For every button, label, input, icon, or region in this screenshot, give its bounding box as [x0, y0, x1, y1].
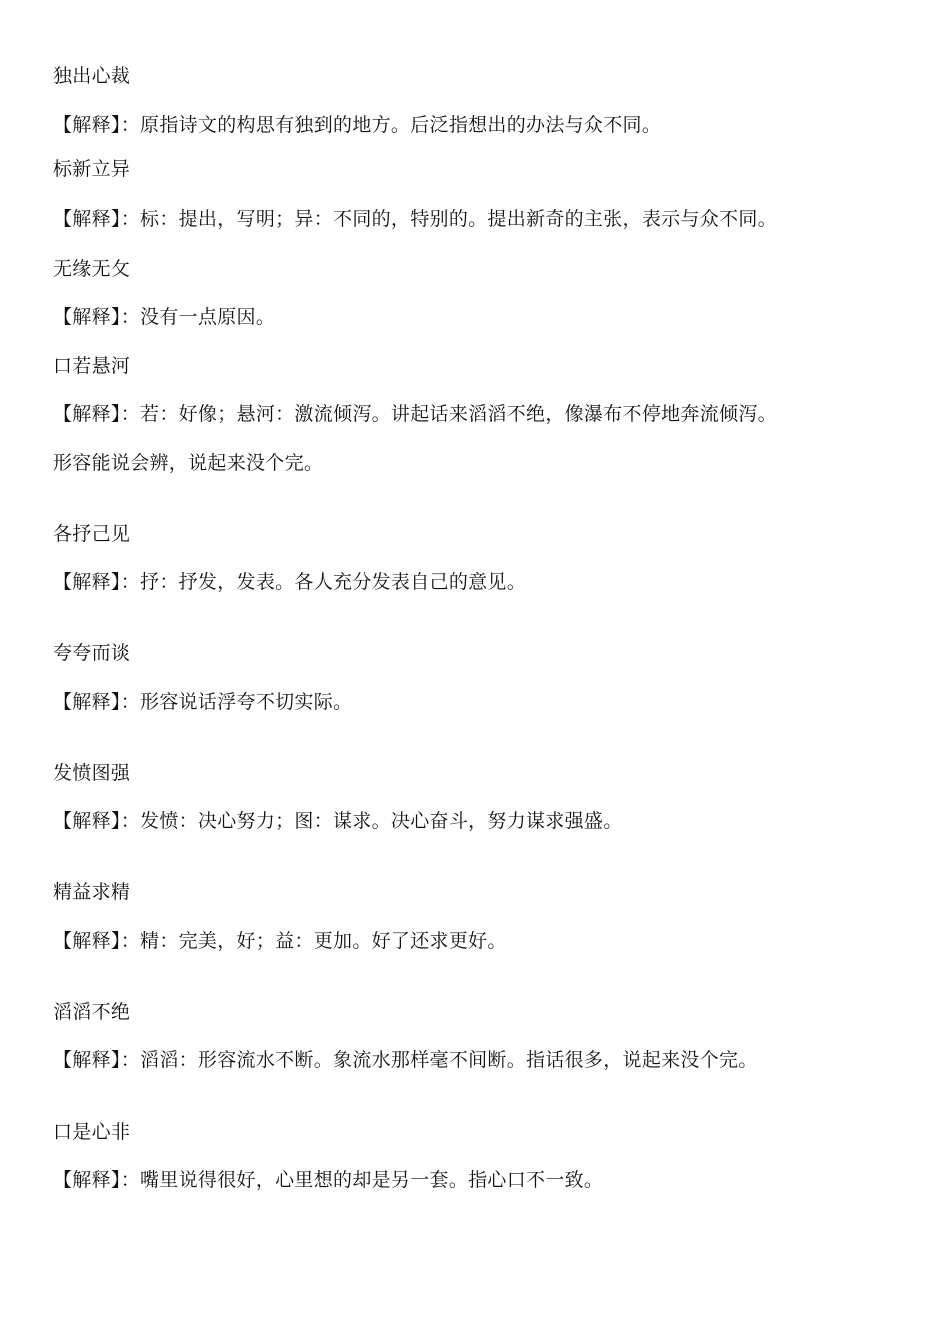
idiom-explanation — [53, 809, 623, 833]
idiom-explanation — [53, 690, 352, 714]
idiom-explanation — [53, 1168, 603, 1192]
explain-label: 【解释】 — [53, 1049, 121, 1071]
explain-separator: ： — [120, 114, 141, 136]
explain-separator: ： — [120, 1169, 141, 1191]
idiom-explanation — [53, 207, 777, 231]
explain-separator: ： — [120, 691, 141, 713]
explanation-text: 形容说话浮夸不切实际。 — [140, 691, 353, 713]
explain-label: 【解释】 — [53, 810, 121, 832]
idiom-term: 无缘无攵 — [53, 258, 131, 280]
explanation-text: 原指诗文的构思有独到的地方。后泛指想出的办法与众不同。 — [140, 114, 662, 136]
explanation-text: 发愤：决心努力；图：谋求。决心奋斗，努力谋求强盛。 — [140, 810, 623, 832]
explanation-text: 没有一点原因。 — [140, 306, 276, 328]
explain-separator: ： — [120, 810, 141, 832]
idiom-explanation — [53, 929, 507, 953]
explanation-text: 精：完美，好；益：更加。好了还求更好。 — [140, 930, 507, 952]
explain-separator: ： — [120, 306, 141, 328]
explain-label: 【解释】 — [53, 208, 121, 230]
idiom-term: 发愤图强 — [53, 762, 131, 784]
idiom-explanation — [53, 305, 275, 329]
explain-label: 【解释】 — [53, 403, 121, 425]
explanation-text: 抒：抒发，发表。各人充分发表自己的意见。 — [140, 571, 527, 593]
idiom-explanation — [53, 1048, 758, 1072]
explain-label: 【解释】 — [53, 1169, 121, 1191]
explanation-text: 滔滔：形容流水不断。象流水那样毫不间断。指话很多，说起来没个完。 — [140, 1049, 758, 1071]
idiom-term: 口若悬河 — [53, 355, 131, 377]
explain-separator: ： — [120, 930, 141, 952]
idiom-term: 夸夸而谈 — [53, 642, 131, 664]
explanation-text: 嘴里说得很好，心里想的却是另一套。指心口不一致。 — [140, 1169, 604, 1191]
idiom-explanation — [53, 570, 526, 594]
idiom-term: 口是心非 — [53, 1121, 131, 1143]
explanation-text: 若：好像；悬河：激流倾泻。讲起话来滔滔不绝，像瀑布不停地奔流倾泻。 — [140, 403, 777, 425]
idiom-term: 独出心裁 — [53, 65, 131, 87]
explain-label: 【解释】 — [53, 571, 121, 593]
idiom-explanation — [53, 113, 661, 137]
explain-label: 【解释】 — [53, 114, 121, 136]
explain-separator: ： — [120, 403, 141, 425]
explain-separator: ： — [120, 208, 141, 230]
explain-label: 【解释】 — [53, 691, 121, 713]
idiom-term: 各抒己见 — [53, 523, 131, 545]
explanation-continuation: 形容能说会辨，说起来没个完。 — [53, 452, 324, 474]
idiom-term: 标新立异 — [53, 158, 131, 180]
explanation-text: 标：提出，写明；异：不同的，特别的。提出新奇的主张，表示与众不同。 — [140, 208, 777, 230]
explain-separator: ： — [120, 571, 141, 593]
explain-label: 【解释】 — [53, 306, 121, 328]
explain-separator: ： — [120, 1049, 141, 1071]
idiom-explanation — [53, 402, 777, 426]
idiom-term: 滔滔不绝 — [53, 1001, 131, 1023]
explain-label: 【解释】 — [53, 930, 121, 952]
idiom-term: 精益求精 — [53, 881, 131, 903]
